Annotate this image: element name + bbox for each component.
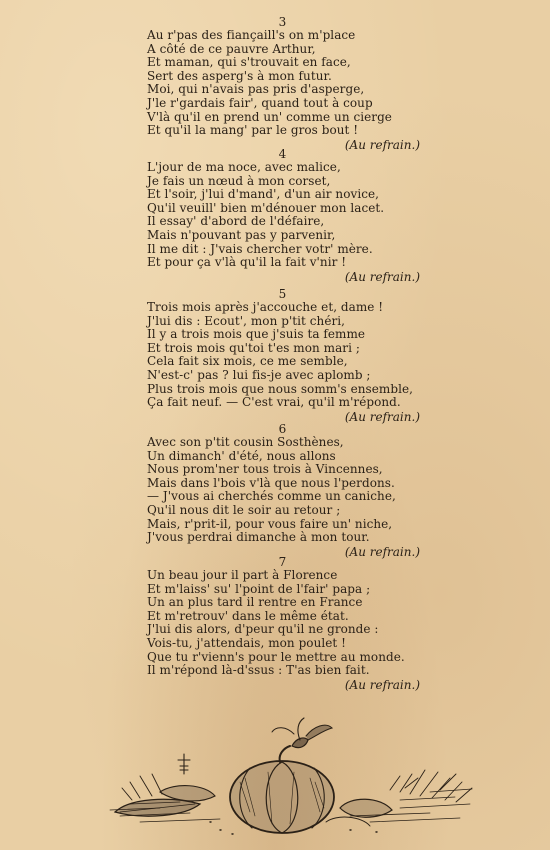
verse-line: Qu'il veuill' bien m'dénouer mon lacet. [147, 200, 385, 215]
refrain-note: (Au refrain.) [344, 409, 420, 424]
verse-line: Il essay' d'abord de l'défaire, [147, 214, 325, 229]
verse-line: Et m'retrouv' dans le même état. [147, 608, 349, 623]
refrain-note: (Au refrain.) [344, 544, 420, 559]
verse-line: Et qu'il la mang' par le gros bout ! [147, 123, 359, 138]
verse-line: Il m'répond là-d'ssus : T'as bien fait. [147, 663, 370, 678]
verse-line: Vois-tu, j'attendais, mon poulet ! [147, 635, 347, 650]
verse-line: Mais, r'prit-il, pour vous faire un' niche, [147, 516, 393, 531]
verse-line: Qu'il nous dit le soir au retour ; [147, 502, 341, 517]
verse-line: Cela fait six mois, ce me semble, [147, 354, 348, 369]
verse-line: Au r'pas des fiançaill's on m'place [147, 28, 356, 42]
verse-line: J'vous perdrai dimanche à mon tour. [147, 530, 370, 545]
stanza-3 [147, 15, 422, 152]
verse-line: Je fais un nœud à mon corset, [147, 173, 331, 188]
verse-line: Il y a trois mois que j'suis ta femme [147, 327, 366, 342]
verse-line: Un an plus tard il rentre en France [147, 595, 363, 610]
stanza-number: 5 [278, 287, 287, 301]
verse-line: Mais dans l'bois v'là que nous l'perdons. [147, 475, 395, 490]
stanza-number: 7 [278, 555, 287, 569]
verse-line: J'le r'gardais fair', quand tout à coup [147, 95, 373, 110]
verse-line: N'est-c' pas ? lui fis-je avec aplomb ; [147, 367, 371, 382]
stanza-number: 3 [278, 15, 287, 29]
verse-line: J'lui dis : Ecout', mon p'tit chéri, [147, 313, 346, 328]
refrain-note: (Au refrain.) [344, 677, 420, 692]
pumpkin-vignette-icon [100, 712, 480, 842]
verse-line: A côté de ce pauvre Arthur, [147, 41, 316, 56]
verse-line: Avec son p'tit cousin Sosthènes, [147, 435, 344, 449]
verse-line: Et trois mois qu'toi t'es mon mari ; [147, 340, 360, 355]
verse-line: Sert des asperg's à mon futur. [147, 68, 332, 83]
verse-line: — J'vous ai cherchés comme un caniche, [147, 489, 396, 504]
verse-line: Nous prom'ner tous trois à Vincennes, [147, 462, 383, 477]
verse-line: J'lui dis alors, d'peur qu'il ne gronde : [147, 622, 379, 637]
stanza-4 [147, 147, 422, 284]
stanza-number: 6 [278, 422, 287, 436]
verse-line: Et l'soir, j'lui d'mand', d'un air novice, [147, 187, 379, 202]
verse-line: Ça fait neuf. — C'est vrai, qu'il m'répond. [147, 395, 401, 410]
stanza-7 [147, 555, 422, 692]
stanza-6 [147, 422, 422, 559]
verse-line: Moi, qui n'avais pas pris d'asperge, [147, 82, 365, 97]
verse-line: V'là qu'il en prend un' comme un cierge [147, 109, 392, 124]
refrain-note: (Au refrain.) [344, 137, 420, 152]
verse-line: Un beau jour il part à Florence [147, 568, 338, 582]
verse-line: L'jour de ma noce, avec malice, [147, 160, 341, 174]
verse-line: Que tu r'vienn's pour le mettre au monde. [147, 649, 405, 664]
verse-line: Trois mois après j'accouche et, dame ! [147, 300, 384, 314]
verse-line: Plus trois mois que nous somm's ensemble, [147, 381, 413, 396]
verse-line: Et pour ça v'là qu'il la fait v'nir ! [147, 255, 347, 270]
stanza-5 [147, 287, 422, 424]
verse-line: Mais n'pouvant pas y parvenir, [147, 227, 336, 242]
verse-line: Et maman, qui s'trouvait en face, [147, 55, 351, 70]
verse-line: Un dimanch' d'été, nous allons [147, 448, 336, 463]
stanza-number: 4 [278, 147, 287, 161]
verse-line: Il me dit : J'vais chercher votr' mère. [147, 241, 373, 256]
verse-line: Et m'laiss' su' l'point de l'fair' papa ; [147, 581, 371, 596]
refrain-note: (Au refrain.) [344, 269, 420, 284]
